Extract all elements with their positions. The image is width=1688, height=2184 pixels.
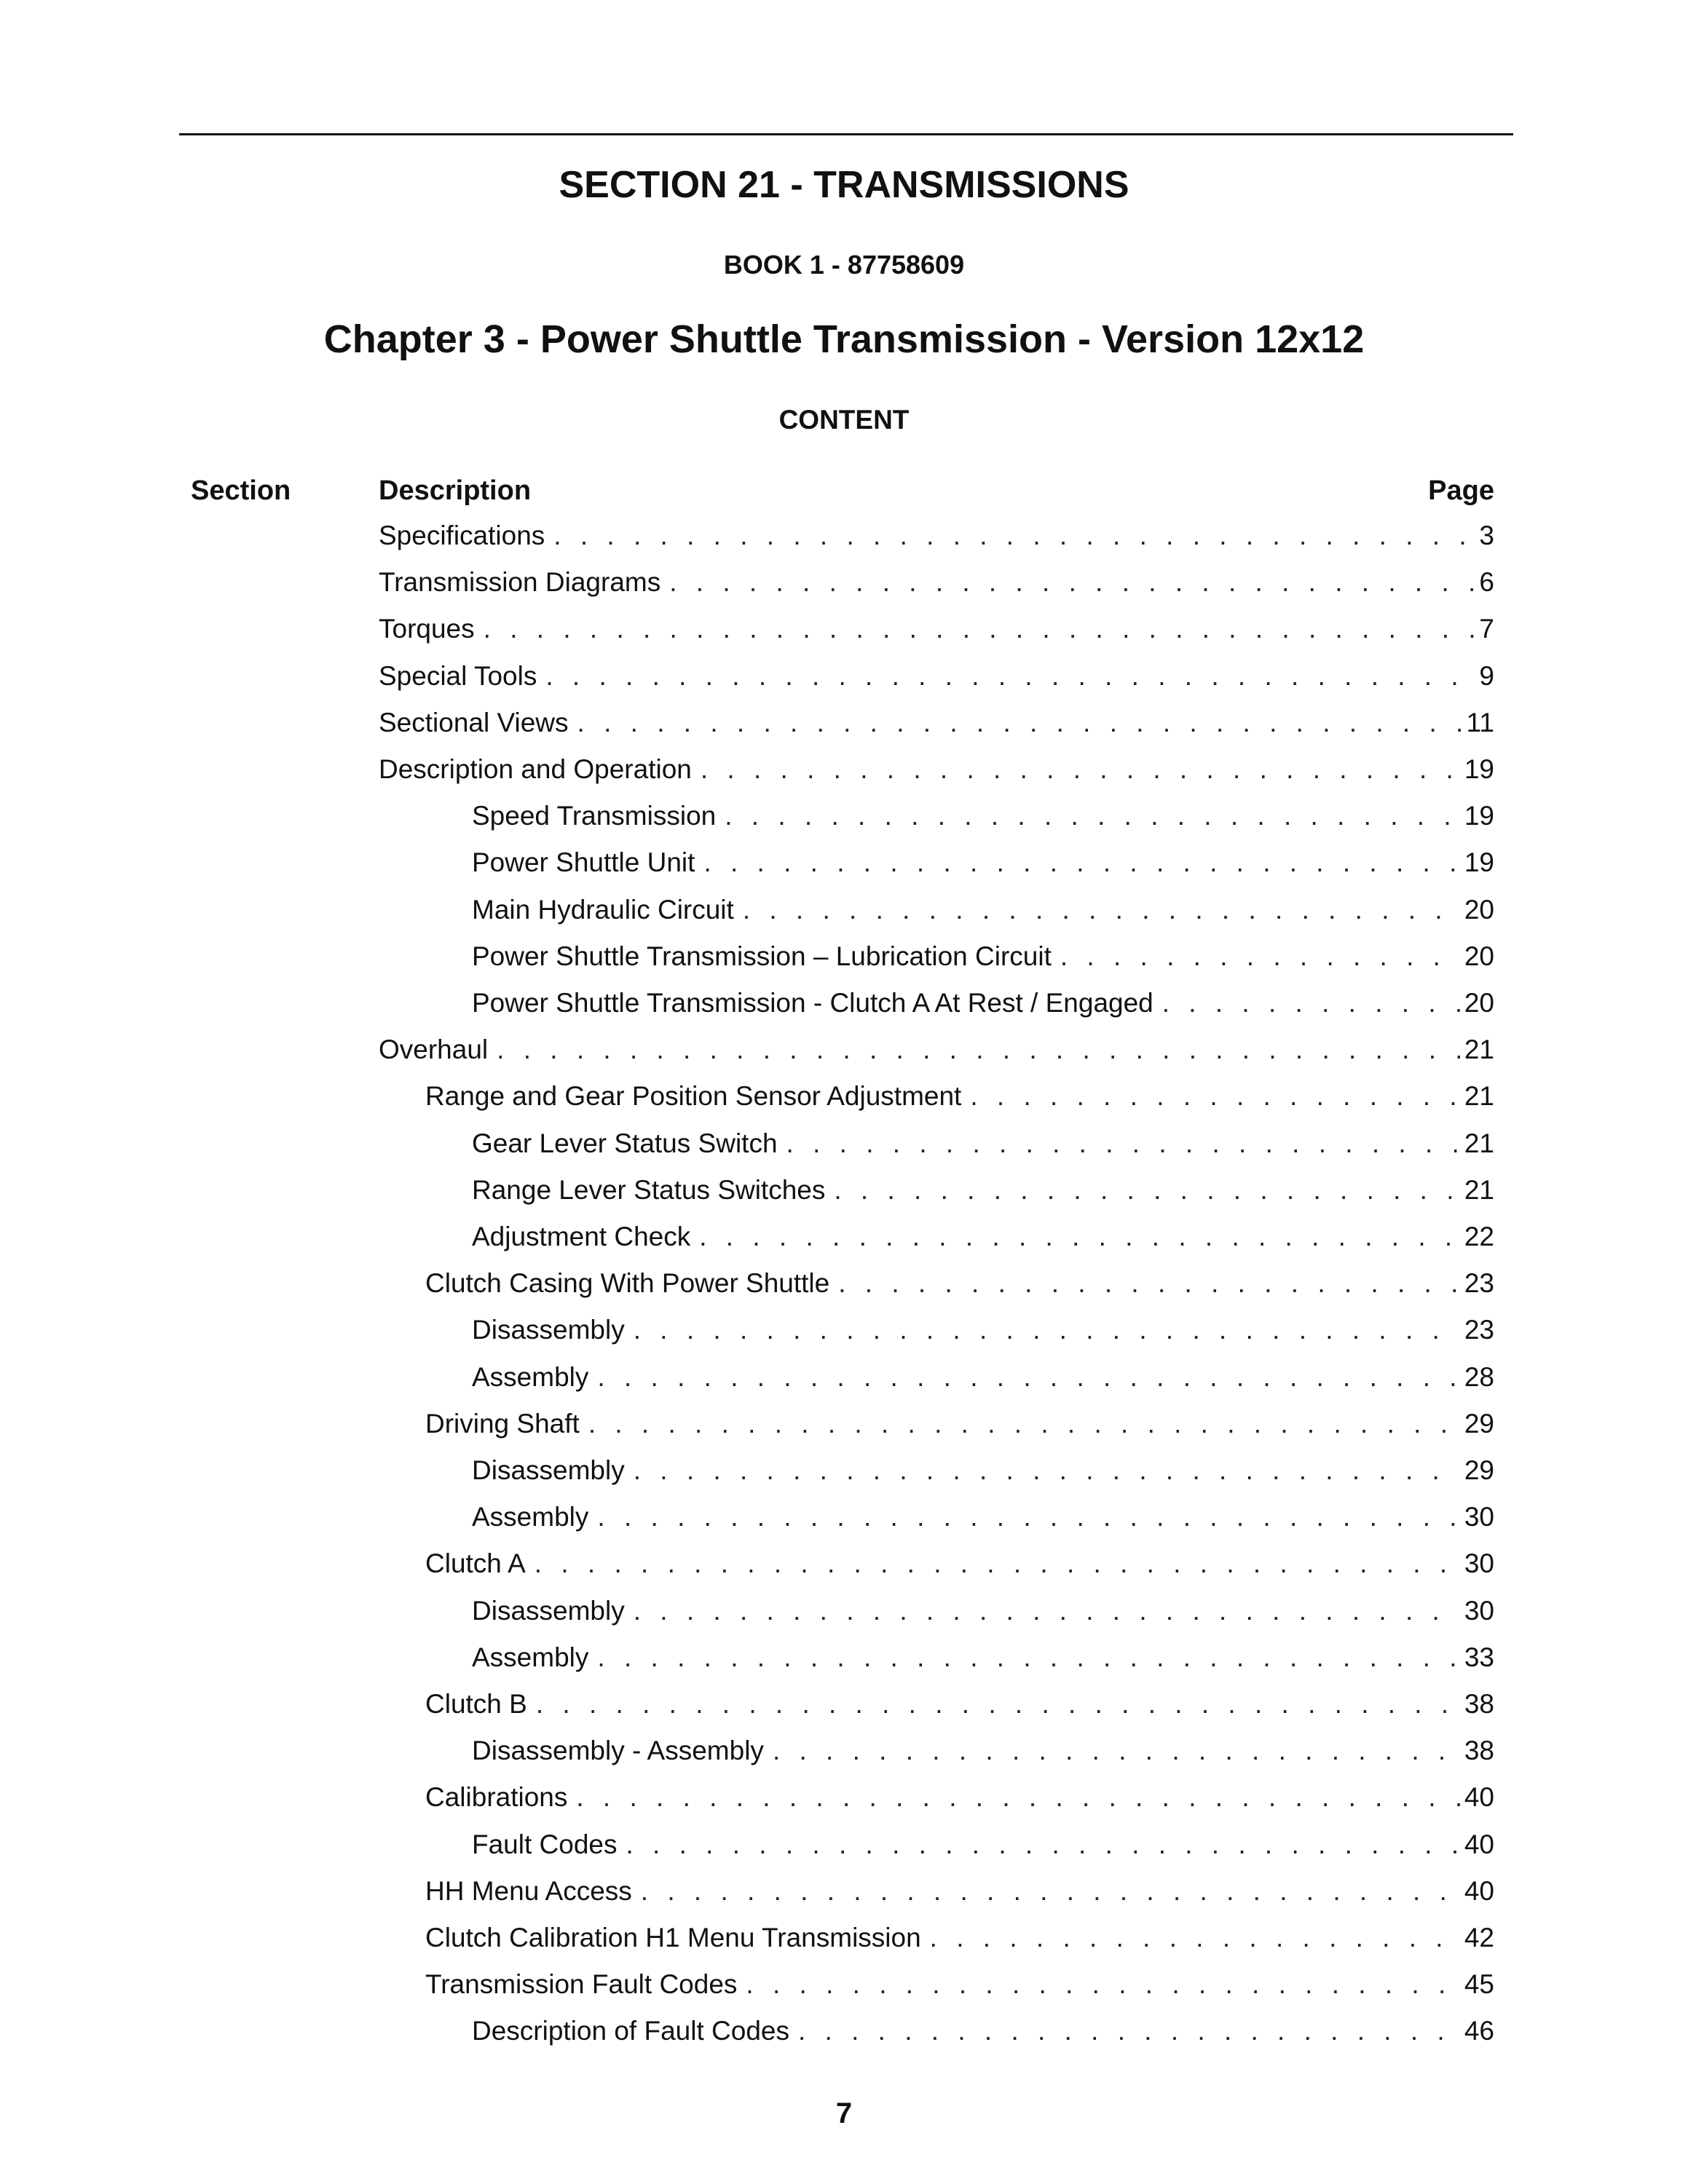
toc-entry-label: Driving Shaft <box>425 1408 580 1439</box>
toc-entry[interactable] <box>379 705 1494 740</box>
toc-entry-page: 20 <box>1464 941 1494 971</box>
toc-entry-page: 19 <box>1464 754 1494 784</box>
toc-entry-page: 21 <box>1464 1034 1494 1065</box>
dot-leader <box>641 1874 1460 1909</box>
dot-leader <box>535 1546 1460 1581</box>
dot-leader <box>1162 986 1460 1021</box>
toc-entry[interactable] <box>472 939 1494 974</box>
toc-entry-page: 19 <box>1464 801 1494 831</box>
dot-leader <box>725 799 1460 834</box>
toc-entry[interactable] <box>425 1406 1494 1441</box>
toc-entry-label: Power Shuttle Transmission - Clutch A At Rest / Engaged <box>472 988 1153 1018</box>
dot-leader <box>669 565 1475 600</box>
toc-entry-page: 21 <box>1464 1128 1494 1158</box>
dot-leader <box>576 1780 1459 1815</box>
toc-entry[interactable] <box>425 1920 1494 1955</box>
toc-entry-label: Disassembly <box>472 1315 625 1345</box>
toc-entry[interactable] <box>472 1594 1494 1629</box>
toc-entry-label: Clutch Calibration H1 Menu Transmission <box>425 1923 921 1952</box>
toc-entry-label: Adjustment Check <box>472 1222 691 1251</box>
toc-entry-page: 9 <box>1479 660 1494 691</box>
toc-entry[interactable] <box>472 1500 1494 1535</box>
dot-leader <box>970 1079 1460 1114</box>
dot-leader <box>597 1640 1459 1675</box>
toc-entry-page: 40 <box>1464 1829 1494 1859</box>
column-header-page: Page <box>1428 475 1494 506</box>
toc-entry-label: Clutch Casing With Power Shuttle <box>425 1268 830 1299</box>
toc-entry[interactable] <box>472 1640 1494 1675</box>
toc-entry[interactable] <box>425 1546 1494 1581</box>
toc-entry[interactable] <box>472 1360 1494 1395</box>
dot-leader <box>634 1453 1460 1488</box>
toc-entry-page: 6 <box>1479 567 1494 598</box>
toc-entry-page: 11 <box>1466 707 1494 737</box>
toc-entry-label: Specifications <box>379 521 545 550</box>
toc-entry-page: 21 <box>1464 1174 1494 1205</box>
toc-entry[interactable] <box>472 986 1494 1021</box>
toc-entry-label: Speed Transmission <box>472 801 717 831</box>
toc-entry-page: 30 <box>1464 1548 1494 1579</box>
page-number: 7 <box>835 2097 853 2129</box>
toc-entry-page: 33 <box>1464 1642 1494 1672</box>
toc-entry-label: Transmission Fault Codes <box>425 1969 738 2000</box>
toc-entry-label: Clutch A <box>425 1548 526 1579</box>
toc-entry[interactable] <box>379 612 1494 646</box>
dot-leader <box>834 1173 1459 1208</box>
column-header-description: Description <box>379 475 532 506</box>
toc-entry-page: 40 <box>1464 1782 1494 1813</box>
toc-entry[interactable] <box>379 518 1494 553</box>
toc-entry-page: 19 <box>1464 847 1494 878</box>
toc-entry-page: 29 <box>1464 1408 1494 1439</box>
toc-entry-label: HH Menu Access <box>425 1875 632 1906</box>
toc-entry-page: 21 <box>1464 1081 1494 1112</box>
toc-entry-label: Disassembly - Assembly <box>472 1736 764 1766</box>
toc-entry[interactable] <box>425 1079 1494 1114</box>
section-title: SECTION 21 - TRANSMISSIONS <box>559 164 1129 206</box>
book-number: BOOK 1 - 87758609 <box>723 250 965 280</box>
toc-entry-page: 29 <box>1464 1455 1494 1485</box>
top-divider <box>179 133 1513 135</box>
dot-leader <box>588 1406 1460 1441</box>
toc-entry-label: Special Tools <box>379 660 537 691</box>
toc-entry[interactable] <box>472 1313 1494 1348</box>
toc-entry[interactable] <box>425 1266 1494 1301</box>
dot-leader <box>773 1733 1460 1768</box>
toc-entry[interactable] <box>425 1967 1494 2002</box>
toc-entry[interactable] <box>472 1173 1494 1208</box>
toc-entry[interactable] <box>472 893 1494 927</box>
toc-entry[interactable] <box>379 659 1494 694</box>
toc-entry[interactable] <box>425 1687 1494 1722</box>
dot-leader <box>634 1313 1460 1348</box>
dot-leader <box>597 1360 1459 1395</box>
toc-entry[interactable] <box>425 1780 1494 1815</box>
toc-entry[interactable] <box>472 1219 1494 1254</box>
toc-entry-page: 45 <box>1464 1969 1494 2000</box>
dot-leader <box>577 705 1462 740</box>
dot-leader <box>699 1219 1460 1254</box>
toc-entry-label: Torques <box>379 614 475 644</box>
toc-entry[interactable] <box>472 799 1494 834</box>
toc-entry[interactable] <box>379 752 1494 787</box>
dot-leader <box>930 1920 1460 1955</box>
dot-leader <box>838 1266 1460 1301</box>
toc-entry-label: Fault Codes <box>472 1829 618 1859</box>
dot-leader <box>626 1827 1460 1862</box>
toc-entry[interactable] <box>379 565 1494 600</box>
dot-leader <box>743 893 1460 927</box>
dot-leader <box>497 1032 1460 1067</box>
toc-entry-page: 46 <box>1464 2016 1494 2046</box>
toc-entry-label: Power Shuttle Transmission – Lubrication Circuit <box>472 941 1052 971</box>
toc-entry-label: Disassembly <box>472 1455 625 1485</box>
dot-leader <box>597 1500 1459 1535</box>
toc-entry[interactable] <box>425 1874 1494 1909</box>
toc-entry-label: Main Hydraulic Circuit <box>472 894 734 925</box>
toc-entry-page: 23 <box>1464 1315 1494 1345</box>
toc-entry-label: Range Lever Status Switches <box>472 1174 826 1205</box>
toc-entry-page: 28 <box>1464 1361 1494 1392</box>
toc-entry[interactable] <box>379 1032 1494 1067</box>
dot-leader <box>484 612 1475 646</box>
chapter-title: Chapter 3 - Power Shuttle Transmission - Version 12x12 <box>323 317 1365 361</box>
dot-leader <box>553 518 1475 553</box>
toc-entry-label: Clutch B <box>425 1689 527 1719</box>
column-header-section: Section <box>191 475 291 506</box>
dot-leader <box>701 752 1460 787</box>
toc-entry[interactable] <box>472 1733 1494 1768</box>
toc-entry[interactable] <box>472 845 1494 880</box>
toc-entry-page: 38 <box>1464 1736 1494 1766</box>
toc-entry-page: 7 <box>1479 614 1494 644</box>
toc-entry[interactable] <box>472 1126 1494 1161</box>
toc-entry-page: 3 <box>1479 521 1494 550</box>
toc-entry-label: Disassembly <box>472 1595 625 1626</box>
dot-leader <box>545 659 1475 694</box>
toc-entry-label: Transmission Diagrams <box>379 567 661 598</box>
dot-leader <box>786 1126 1460 1161</box>
dot-leader <box>703 845 1459 880</box>
toc-entry-page: 20 <box>1464 988 1494 1018</box>
toc-entry-label: Description of Fault Codes <box>472 2016 789 2046</box>
dot-leader <box>746 1967 1459 2002</box>
toc-entry-label: Power Shuttle Unit <box>472 847 695 878</box>
dot-leader <box>634 1594 1460 1629</box>
content-heading: CONTENT <box>778 405 910 435</box>
toc-entry-label: Sectional Views <box>379 707 569 737</box>
toc-entry-label: Gear Lever Status Switch <box>472 1128 778 1158</box>
toc-entry-page: 30 <box>1464 1595 1494 1626</box>
toc-entry-label: Range and Gear Position Sensor Adjustment <box>425 1081 962 1112</box>
toc-entry-page: 42 <box>1464 1923 1494 1952</box>
toc-entry-page: 40 <box>1464 1875 1494 1906</box>
dot-leader <box>798 2014 1460 2049</box>
toc-entry-label: Calibrations <box>425 1782 568 1813</box>
toc-entry-page: 22 <box>1464 1222 1494 1251</box>
toc-entry[interactable] <box>472 1453 1494 1488</box>
toc-entry-page: 38 <box>1464 1689 1494 1719</box>
toc-entry-label: Overhaul <box>379 1034 489 1065</box>
dot-leader <box>536 1687 1460 1722</box>
toc-entry-label: Assembly <box>472 1642 589 1672</box>
toc-entry[interactable] <box>472 1827 1494 1862</box>
dot-leader <box>1060 939 1460 974</box>
toc-entry[interactable] <box>472 2014 1494 2049</box>
toc-entry-label: Description and Operation <box>379 754 692 784</box>
toc-entry-label: Assembly <box>472 1502 589 1532</box>
toc-entry-page: 20 <box>1464 894 1494 925</box>
toc-entry-page: 30 <box>1464 1502 1494 1532</box>
toc-entry-label: Assembly <box>472 1361 589 1392</box>
toc-entry-page: 23 <box>1464 1268 1494 1299</box>
